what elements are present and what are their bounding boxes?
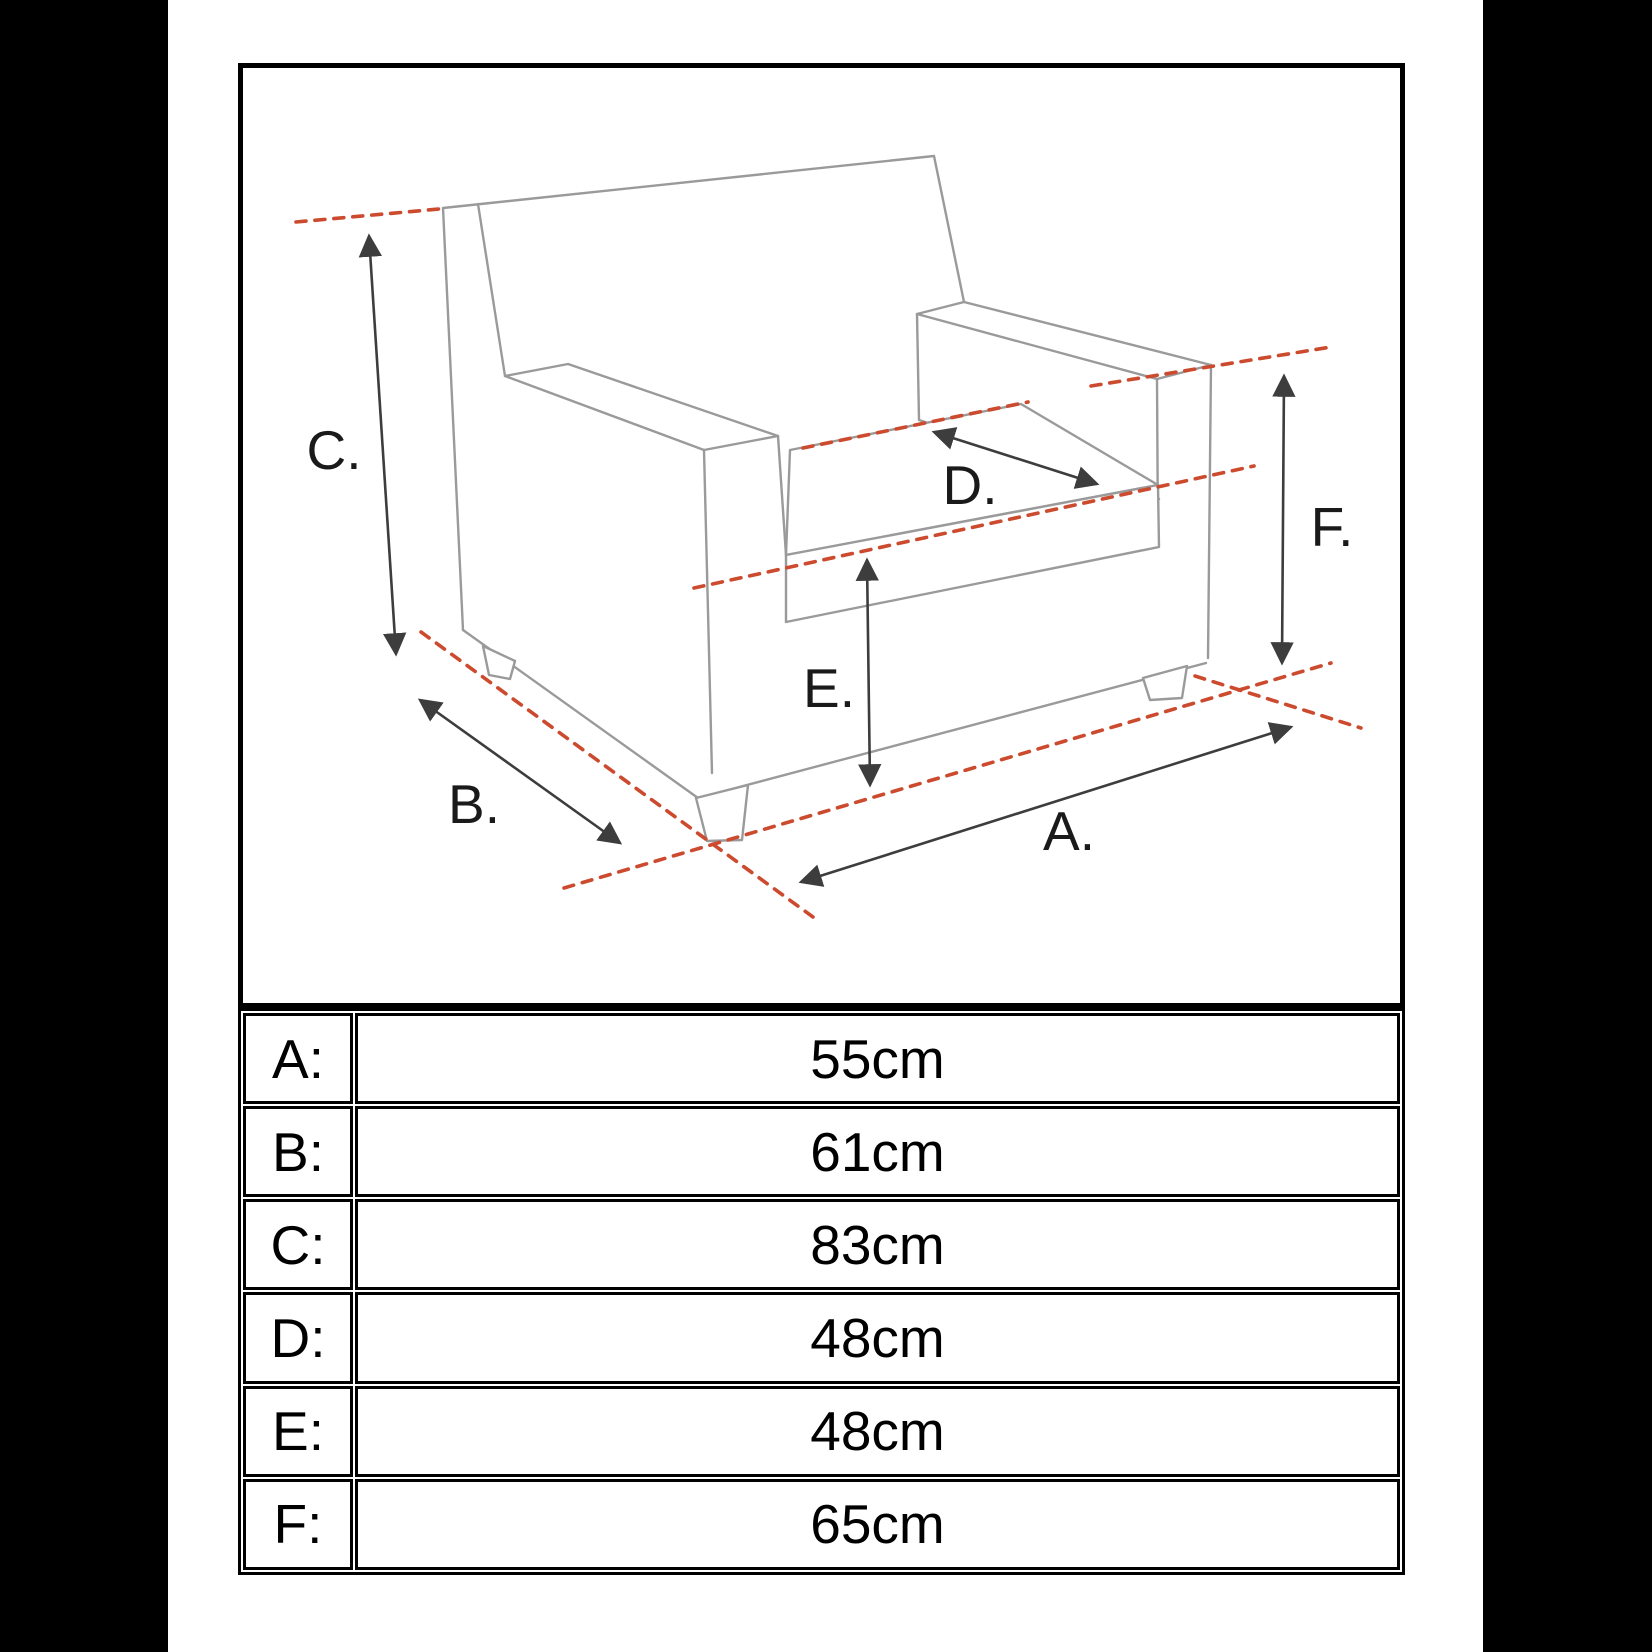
dimension-label-f: F. [1310, 496, 1354, 558]
dimension-arrow-f [1282, 376, 1284, 663]
letterbox-bar-right [1483, 0, 1652, 1652]
dimensions-table [238, 1008, 1405, 1575]
ref-line-floor-front [564, 663, 1331, 888]
letterbox-bar-left [0, 0, 168, 1652]
table-row [243, 1292, 1400, 1383]
dimension-label-e: E. [803, 657, 855, 719]
dimension-key-cell: D: [243, 1292, 353, 1383]
dimension-diagram-panel [238, 63, 1405, 1008]
dimension-label-d: D. [942, 454, 998, 516]
ref-line-floor-right [1195, 676, 1361, 728]
ref-line-backrest-top [296, 209, 439, 222]
dimension-label-a: A. [1043, 800, 1095, 862]
armchair-dimension-drawing [243, 68, 1400, 1003]
dimension-label-b: B. [448, 773, 500, 835]
dimension-label-c: C. [306, 419, 362, 481]
table-row [243, 1199, 1400, 1290]
table-row [243, 1106, 1400, 1197]
dimension-arrow-c [369, 236, 396, 654]
dimension-value-cell: 48cm [355, 1386, 1400, 1477]
dimension-key-cell: E: [243, 1386, 353, 1477]
chair-leg-front-right [1143, 666, 1187, 700]
right-armrest-top [917, 302, 1211, 379]
dimension-key-cell: A: [243, 1013, 353, 1104]
armchair-line-drawing [443, 156, 1211, 841]
dimension-value-cell: 61cm [355, 1106, 1400, 1197]
table-row [243, 1013, 1400, 1104]
dimension-key-cell: B: [243, 1106, 353, 1197]
dimension-key-cell: F: [243, 1479, 353, 1570]
dimension-value-cell: 48cm [355, 1292, 1400, 1383]
table-row [243, 1386, 1400, 1477]
chair-leg-back-left [483, 646, 515, 679]
left-armrest-front-edges [704, 436, 786, 773]
table-row [243, 1479, 1400, 1570]
dimension-key-cell: C: [243, 1199, 353, 1290]
dimension-value-cell: 83cm [355, 1199, 1400, 1290]
chair-leg-front-left [696, 785, 748, 841]
left-armrest-top [505, 364, 778, 450]
dimension-value-cell: 55cm [355, 1013, 1400, 1104]
dimension-value-cell: 65cm [355, 1479, 1400, 1570]
